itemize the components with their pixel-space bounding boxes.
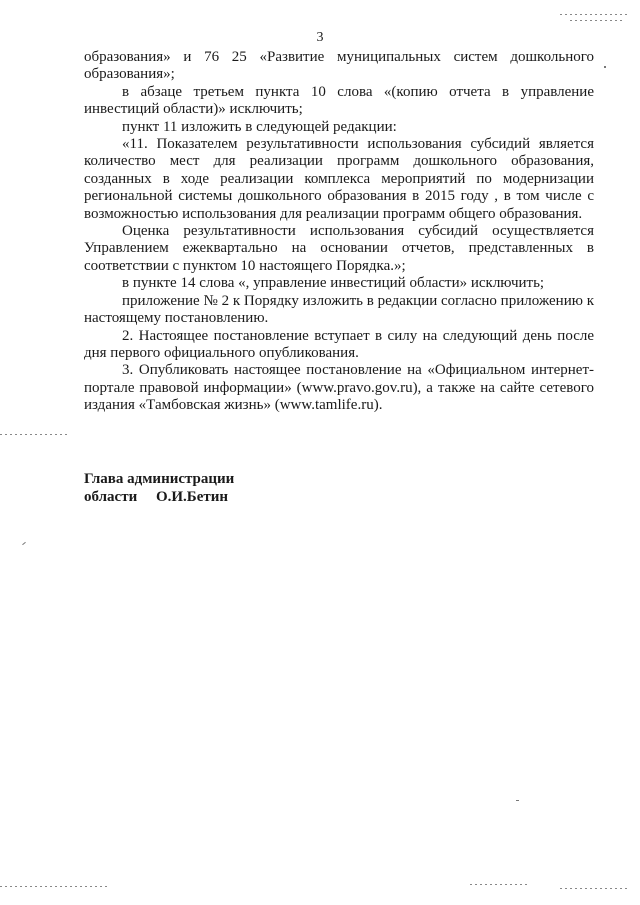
signature-region: области <box>84 489 138 505</box>
paragraph: Оценка результативности использования субсидий осуществляется Управлением ежеквартально на основании отчетов, представленных в соответствии с пунктом 10 настоящего Порядка.»; <box>84 223 594 274</box>
scan-artifact <box>560 14 630 15</box>
signature-title: Глава администрации <box>84 471 235 487</box>
scan-artifact <box>570 20 625 21</box>
signature-block <box>84 470 234 506</box>
scan-artifact <box>22 542 26 545</box>
paragraph: «11. Показателем результативности использования субсидий является количество мест для реализации программ дошкольного образования, созданных в ходе реализации комплекса мероприятий по модернизации региональной системы дошкольного образования в 2015 году , в том числе с возможностью использования для реализации программ общего образования. <box>84 136 594 222</box>
paragraph: образования» и 76 25 «Развитие муниципальных систем дошкольного образования»; <box>84 49 594 83</box>
signature-name-line <box>84 488 234 506</box>
scan-artifact <box>604 66 606 68</box>
page-number: 3 <box>316 30 324 45</box>
scan-artifact <box>516 800 519 801</box>
paragraph: в абзаце третьем пункта 10 слова «(копию отчета в управление инвестиций области)» исключить; <box>84 83 594 118</box>
signature-name: О.И.Бетин <box>155 489 229 505</box>
paragraph: пункт 11 изложить в следующей редакции: <box>122 118 397 135</box>
scan-artifact <box>0 434 70 435</box>
scan-artifact <box>560 888 630 889</box>
paragraph: 3. Опубликовать настоящее постановление на «Официальном интернет-портале правовой информации» (www.pravo.gov.ru), а также на сайте сетевого издания «Тамбовская жизнь» (www.tamlife.ru). <box>84 362 594 414</box>
paragraph: в пункте 14 слова «, управление инвестиций области» исключить; <box>122 275 545 292</box>
scan-artifact <box>0 886 110 887</box>
document-body <box>84 49 594 415</box>
paragraph: 2. Настоящее постановление вступает в силу на следующий день после дня первого официального опубликования. <box>84 327 594 361</box>
scan-artifact <box>470 884 530 885</box>
paragraph: приложение № 2 к Порядку изложить в редакции согласно приложению к настоящему постановлению. <box>84 292 594 327</box>
